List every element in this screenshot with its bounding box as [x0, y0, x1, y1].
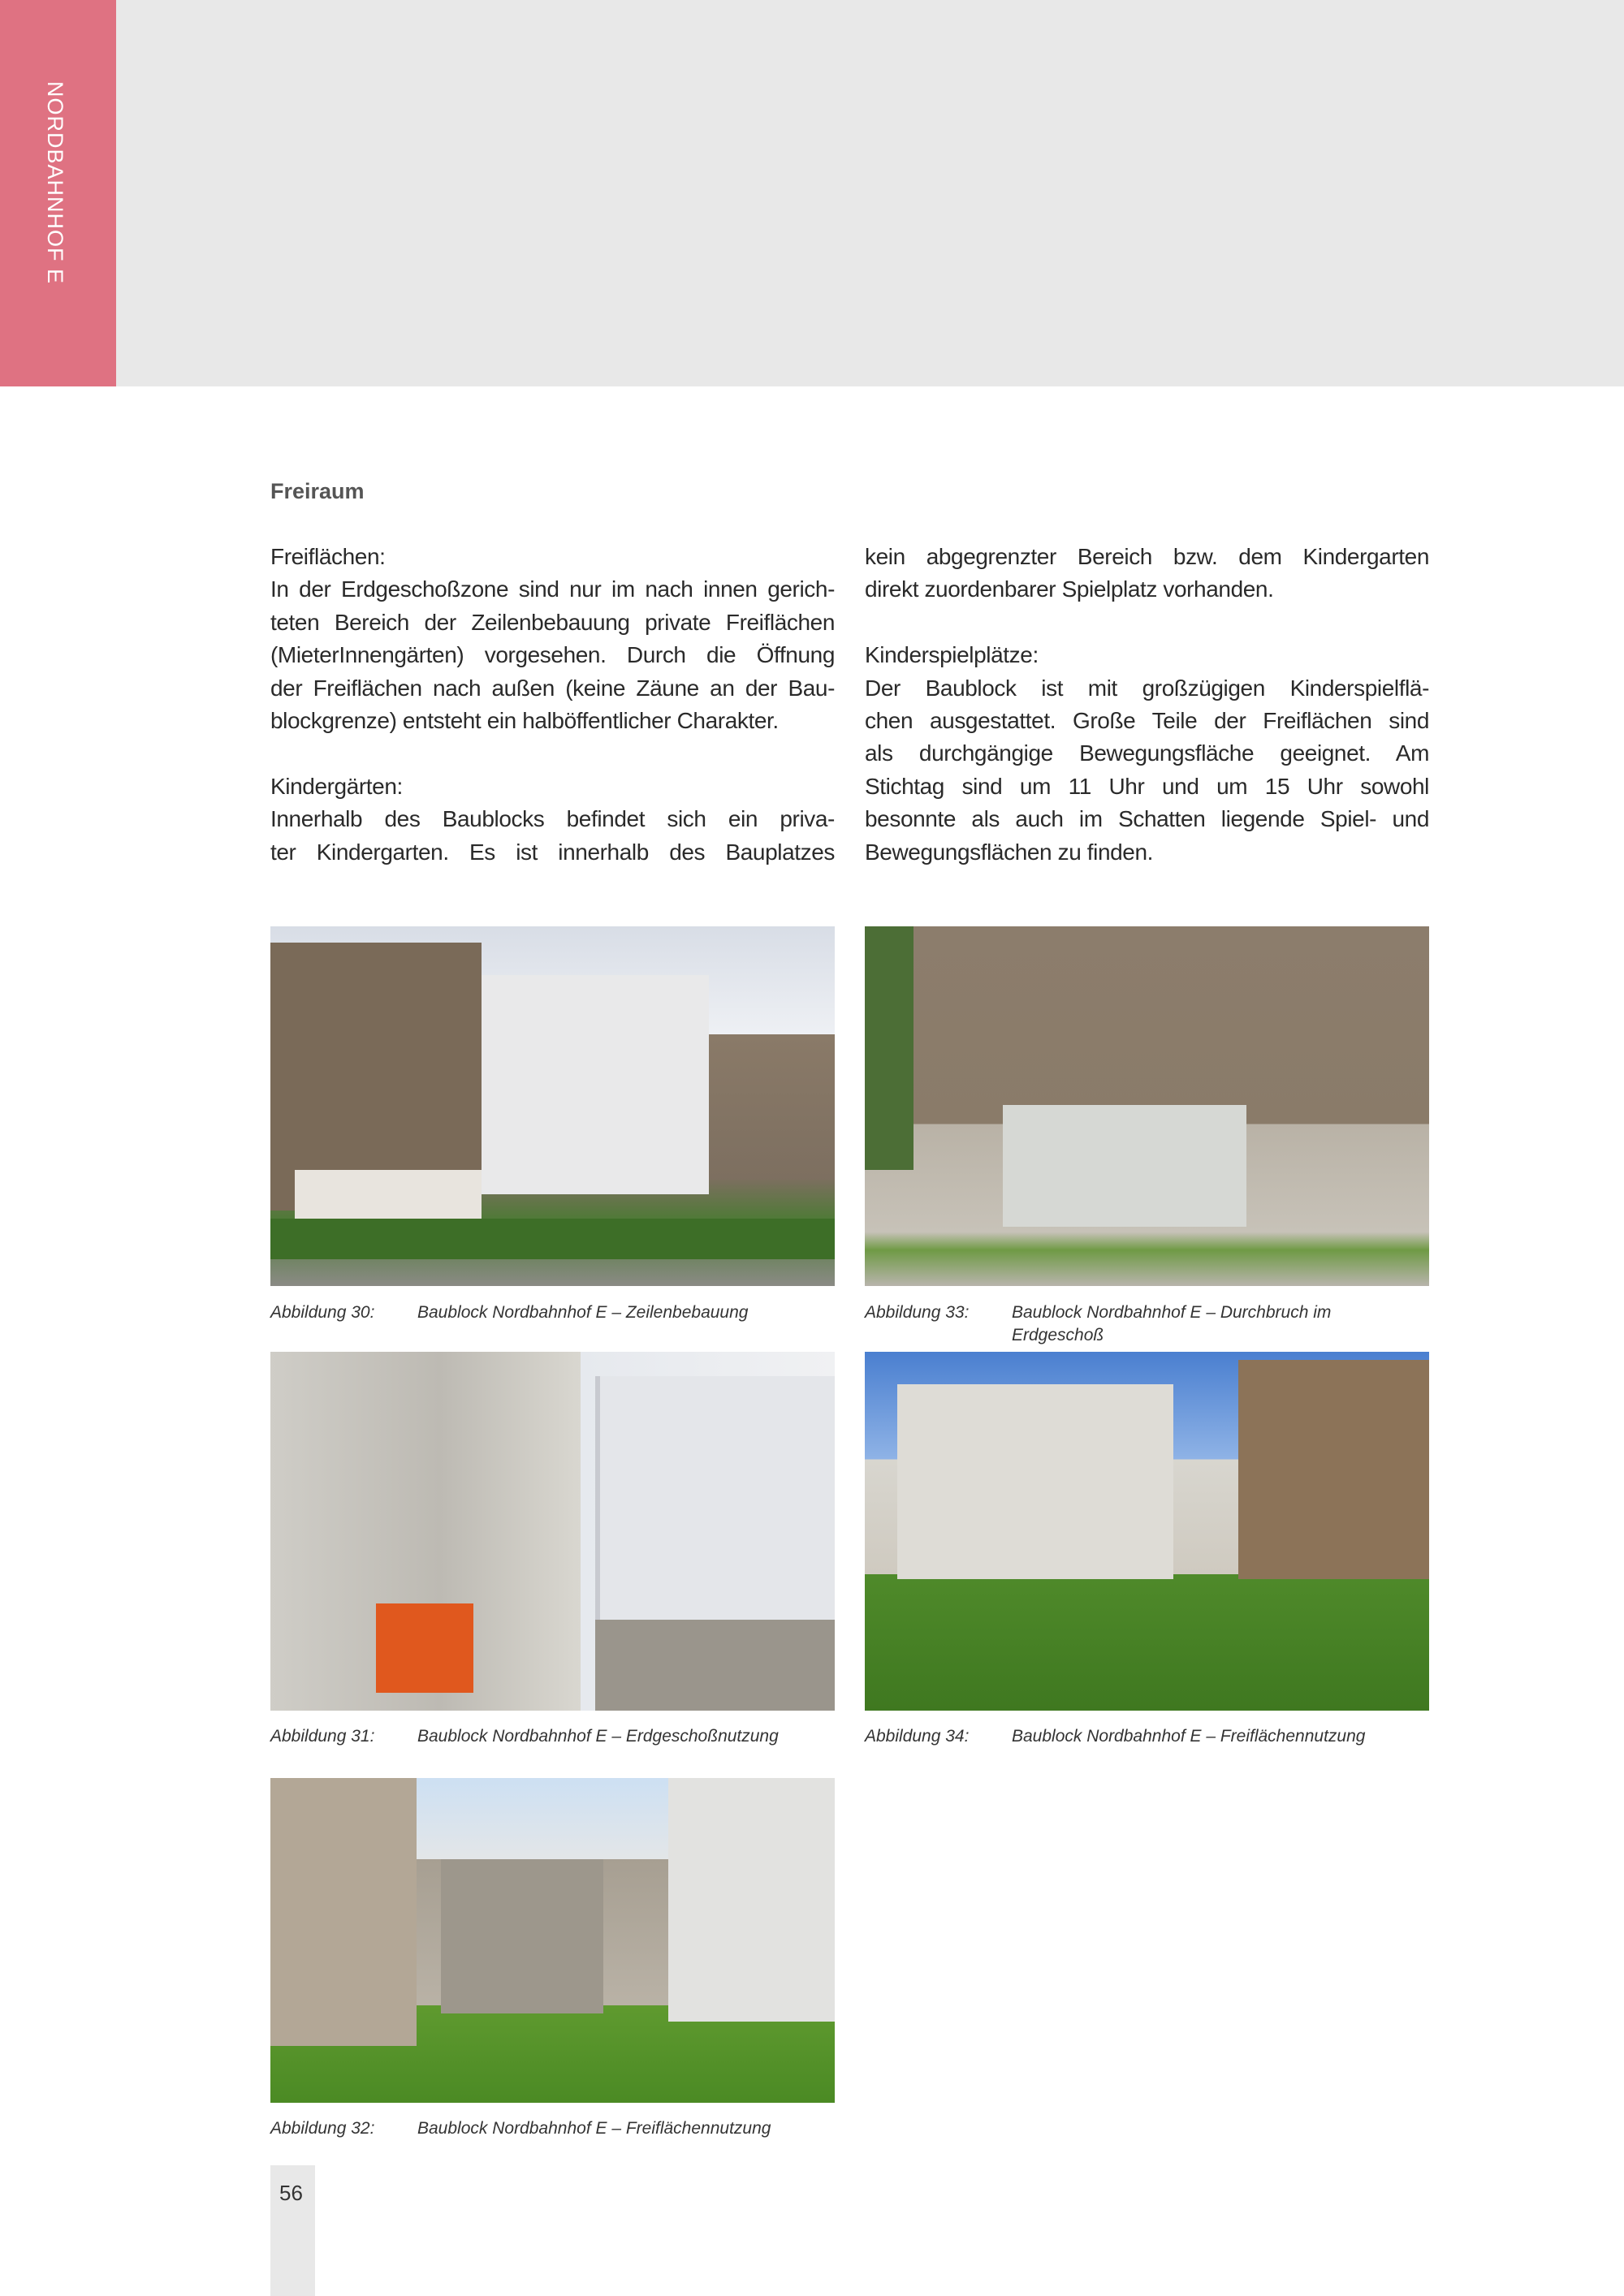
text-line: Innerhalb des Baublocks befindet sich ein priva- — [270, 806, 835, 832]
header-band — [0, 0, 1624, 386]
photo-freiflaechennutzung-2 — [270, 1778, 835, 2103]
figure-label: Abbildung 30: — [270, 1303, 375, 1322]
text-line: besonnte als auch im Schatten liegende Spiel- und — [865, 806, 1429, 832]
text-line: teten Bereich der Zeilenbebauung private Freiflächen — [270, 609, 835, 635]
text-line: Stichtag sind um 11 Uhr und um 15 Uhr sowohl — [865, 773, 1429, 799]
photo-erdgeschossnutzung — [270, 1352, 835, 1711]
subheading-kindergaerten: Kindergärten: — [270, 773, 403, 799]
text-line: blockgrenze) entsteht ein halböffentlicher Charakter. — [270, 707, 779, 733]
photo-zeilenbebauung — [270, 926, 835, 1286]
subheading-kinderspielplaetze: Kinderspielplätze: — [865, 642, 1039, 668]
figure-label: Abbildung 33: — [865, 1303, 970, 1322]
figure-description: Baublock Nordbahnhof E – Freiflächennutzung — [1012, 1727, 1366, 1746]
page-number: 56 — [279, 2181, 303, 2205]
photo-durchbruch — [865, 926, 1429, 1286]
text-line: chen ausgestattet. Große Teile der Freiflächen sind — [865, 707, 1429, 733]
right-text-column — [865, 541, 1429, 869]
text-line: ter Kindergarten. Es ist innerhalb des Bauplatzes — [270, 839, 835, 865]
chapter-tab-label: NORDBAHNHOF E — [43, 81, 67, 285]
figure-label: Abbildung 32: — [270, 2119, 375, 2138]
figure-label: Abbildung 31: — [270, 1727, 375, 1746]
subheading-freiflaechen: Freiflächen: — [270, 544, 386, 569]
figure-description: Baublock Nordbahnhof E – Freiflächennutzung — [417, 2119, 771, 2138]
text-line: direkt zuordenbarer Spielplatz vorhanden. — [865, 576, 1274, 602]
text-line: als durchgängige Bewegungsfläche geeignet. Am — [865, 740, 1429, 766]
text-line: Bewegungsflächen zu finden. — [865, 839, 1154, 865]
figure-description: Baublock Nordbahnhof E – Zeilenbebauung — [417, 1303, 749, 1322]
figure-description: Baublock Nordbahnhof E – Erdgeschoßnutzung — [417, 1727, 779, 1746]
text-line: In der Erdgeschoßzone sind nur im nach innen gerich- — [270, 576, 835, 602]
section-title: Freiraum — [270, 479, 365, 503]
text-line: (MieterInnengärten) vorgesehen. Durch die Öffnung — [270, 642, 835, 668]
text-line: kein abgegrenzter Bereich bzw. dem Kindergarten — [865, 544, 1429, 569]
figure-description: Baublock Nordbahnhof E – Durchbruch im Erdgeschoß — [1012, 1303, 1332, 1344]
figure-label: Abbildung 34: — [865, 1727, 970, 1746]
chapter-tab — [0, 0, 116, 386]
text-line: der Freiflächen nach außen (keine Zäune an der Bau- — [270, 675, 835, 701]
photo-freiflaechennutzung-1 — [865, 1352, 1429, 1711]
left-text-column — [270, 541, 835, 869]
text-line: Der Baublock ist mit großzügigen Kinderspielflä- — [865, 675, 1429, 701]
